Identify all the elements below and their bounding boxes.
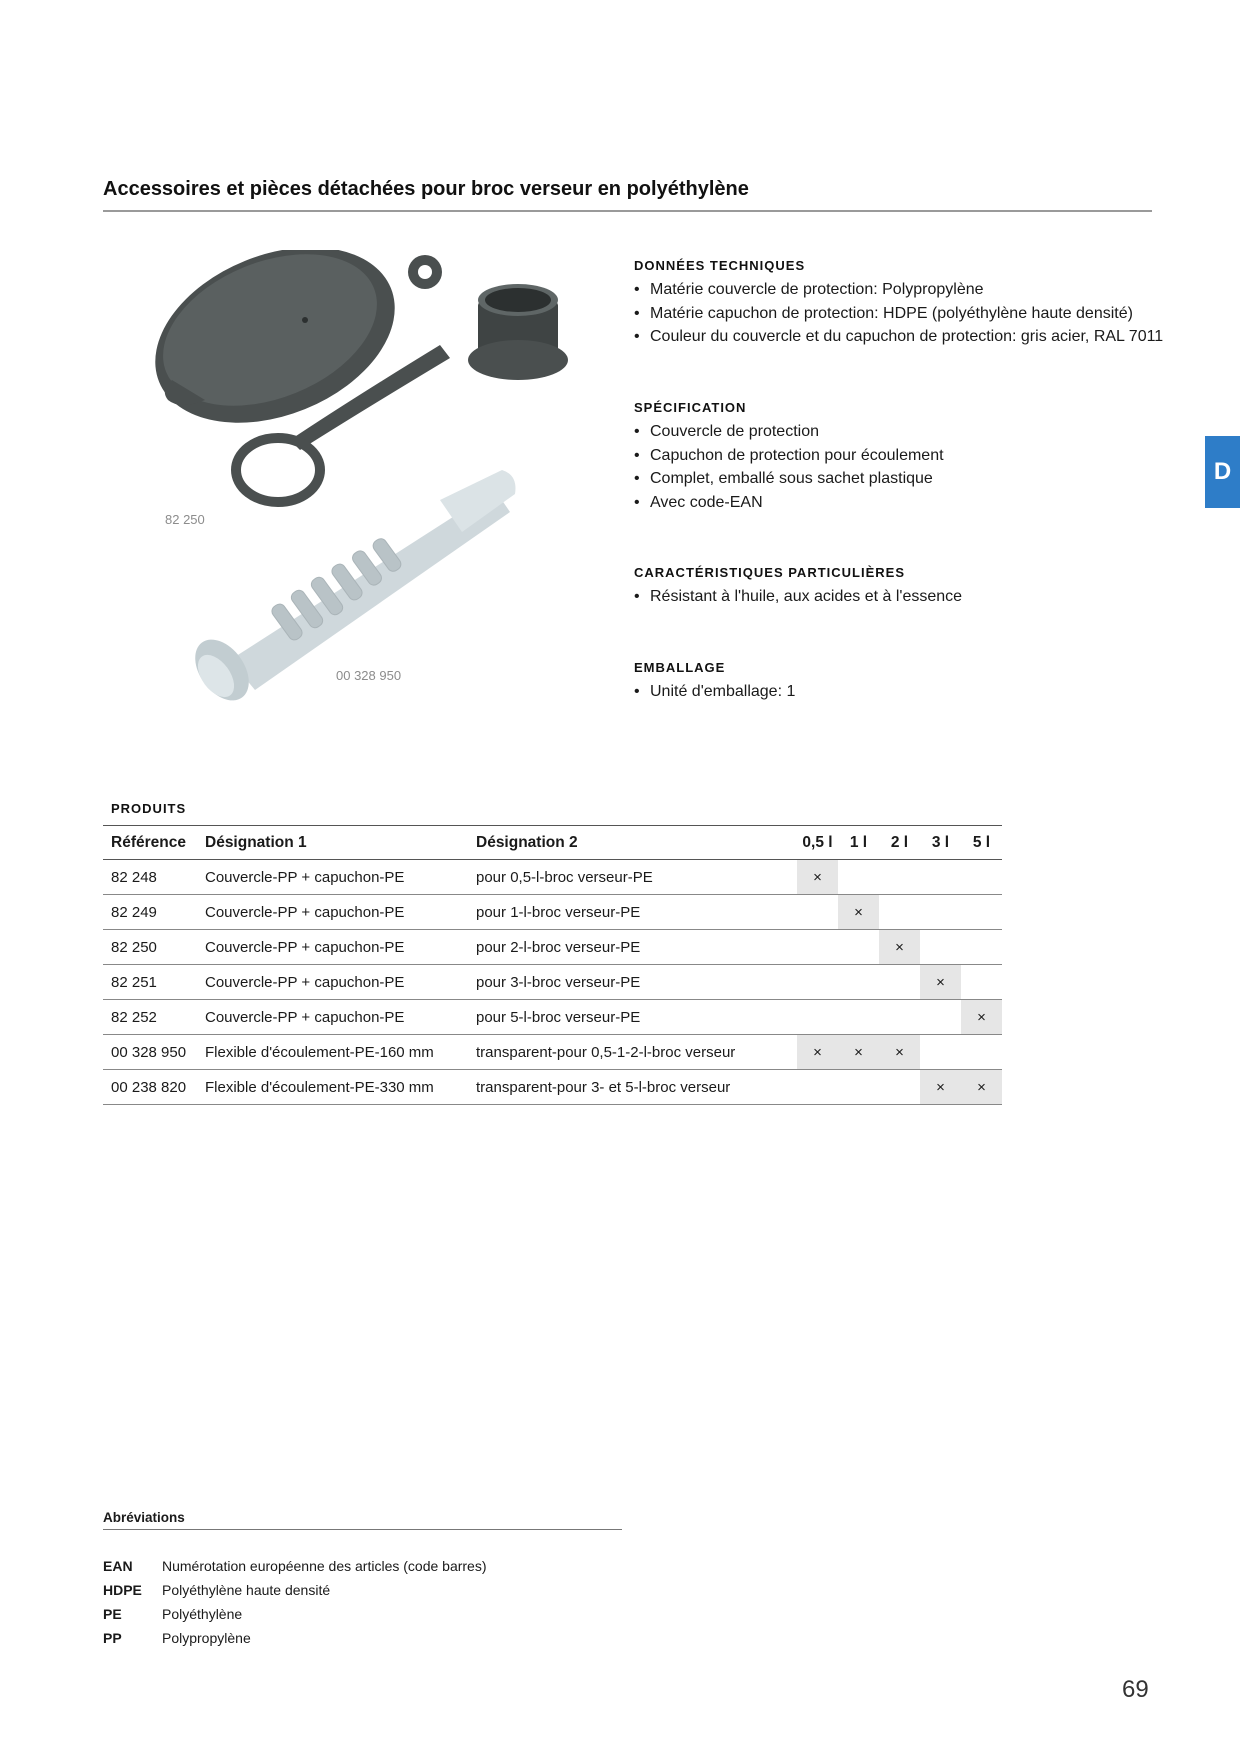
volume-empty-cell — [920, 860, 961, 895]
volume-empty-cell — [920, 895, 961, 930]
abbreviation-key: EAN — [103, 1558, 133, 1574]
abbreviation-row — [103, 1582, 330, 1598]
technical-data-section — [634, 258, 1163, 349]
table-header-row — [103, 826, 1002, 860]
list-item: • Complet, emballé sous sachet plastique — [634, 467, 944, 491]
volume-empty-cell — [879, 1070, 920, 1105]
abbreviations-divider — [103, 1529, 622, 1530]
column-header-1-l: 1 l — [838, 826, 879, 860]
volume-mark-cell: × — [879, 930, 920, 965]
specification-section — [634, 400, 944, 514]
products-table-body — [103, 860, 1002, 1105]
image-label-lid: 82 250 — [165, 512, 205, 527]
volume-mark-cell: × — [879, 1035, 920, 1070]
volume-empty-cell — [961, 1035, 1002, 1070]
volume-empty-cell — [961, 965, 1002, 1000]
reference-cell: 82 252 — [103, 1000, 197, 1035]
designation-2-cell: transparent-pour 0,5-1-2-l-broc verseur — [468, 1035, 797, 1070]
column-header-2-l: 2 l — [879, 826, 920, 860]
section-heading: SPÉCIFICATION — [634, 400, 747, 415]
volume-empty-cell — [797, 930, 838, 965]
abbreviation-row — [103, 1606, 242, 1622]
volume-mark-cell: × — [920, 1070, 961, 1105]
designation-1-cell: Couvercle-PP + capuchon-PE — [197, 895, 468, 930]
list-item: • Capuchon de protection pour écoulement — [634, 444, 944, 468]
volume-empty-cell — [961, 930, 1002, 965]
table-row — [103, 860, 1002, 895]
abbreviation-row — [103, 1558, 487, 1574]
abbreviations-title: Abréviations — [103, 1510, 185, 1525]
abbreviation-value: Polyéthylène haute densité — [162, 1582, 331, 1598]
list-item: • Couvercle de protection — [634, 420, 944, 444]
volume-empty-cell — [879, 895, 920, 930]
designation-1-cell: Couvercle-PP + capuchon-PE — [197, 965, 468, 1000]
abbreviation-key: PE — [103, 1606, 122, 1622]
abbreviation-value: Polypropylène — [162, 1630, 251, 1646]
abbreviation-key: HDPE — [103, 1582, 142, 1598]
section-tab[interactable]: D — [1205, 436, 1240, 508]
table-row — [103, 930, 1002, 965]
reference-cell: 82 248 — [103, 860, 197, 895]
designation-2-cell: pour 5-l-broc verseur-PE — [468, 1000, 797, 1035]
volume-empty-cell — [838, 1000, 879, 1035]
reference-cell: 82 251 — [103, 965, 197, 1000]
volume-empty-cell — [920, 1035, 961, 1070]
products-table — [103, 825, 1002, 1105]
volume-empty-cell — [797, 895, 838, 930]
abbreviation-value: Numérotation européenne des articles (code barres) — [162, 1558, 487, 1574]
column-header-reference: Référence — [103, 826, 197, 860]
volume-mark-cell: × — [838, 895, 879, 930]
list-item: • Résistant à l'huile, aux acides et à l'essence — [634, 585, 962, 609]
features-section — [634, 565, 962, 609]
volume-mark-cell: × — [961, 1070, 1002, 1105]
volume-empty-cell — [879, 1000, 920, 1035]
page-title: Accessoires et pièces détachées pour broc verseur en polyéthylène — [103, 178, 749, 200]
title-divider — [103, 210, 1152, 212]
designation-2-cell: transparent-pour 3- et 5-l-broc verseur — [468, 1070, 797, 1105]
list-item: • Matérie capuchon de protection: HDPE (polyéthylène haute densité) — [634, 302, 1163, 326]
page-number: 69 — [1122, 1676, 1149, 1703]
volume-empty-cell — [797, 965, 838, 1000]
list-item: • Couleur du couvercle et du capuchon de protection: gris acier, RAL 7011 — [634, 325, 1163, 349]
packaging-section — [634, 660, 795, 704]
list-item: • Unité d'emballage: 1 — [634, 680, 795, 704]
column-header-designation-2: Désignation 2 — [468, 826, 797, 860]
volume-empty-cell — [879, 860, 920, 895]
protective-lid-image — [150, 250, 442, 456]
column-header-3-l: 3 l — [920, 826, 961, 860]
volume-mark-cell: × — [797, 1035, 838, 1070]
image-label-spout: 00 328 950 — [336, 668, 402, 683]
volume-mark-cell: × — [961, 1000, 1002, 1035]
column-header-designation-1: Désignation 1 — [197, 826, 468, 860]
volume-empty-cell — [961, 860, 1002, 895]
volume-empty-cell — [879, 965, 920, 1000]
abbreviation-key: PP — [103, 1630, 122, 1646]
designation-1-cell: Couvercle-PP + capuchon-PE — [197, 1000, 468, 1035]
volume-empty-cell — [838, 965, 879, 1000]
table-row — [103, 1035, 1002, 1070]
abbreviation-value: Polyéthylène — [162, 1606, 243, 1622]
table-row — [103, 1070, 1002, 1105]
table-row — [103, 1000, 1002, 1035]
volume-empty-cell — [838, 1070, 879, 1105]
reference-cell: 00 328 950 — [103, 1035, 197, 1070]
reference-cell: 00 238 820 — [103, 1070, 197, 1105]
section-heading: CARACTÉRISTIQUES PARTICULIÈRES — [634, 565, 905, 580]
designation-1-cell: Couvercle-PP + capuchon-PE — [197, 930, 468, 965]
designation-2-cell: pour 0,5-l-broc verseur-PE — [468, 860, 797, 895]
designation-2-cell: pour 3-l-broc verseur-PE — [468, 965, 797, 1000]
designation-2-cell: pour 1-l-broc verseur-PE — [468, 895, 797, 930]
abbreviation-row — [103, 1630, 251, 1646]
column-header-0-5-l: 0,5 l — [797, 826, 838, 860]
designation-2-cell: pour 2-l-broc verseur-PE — [468, 930, 797, 965]
designation-1-cell: Flexible d'écoulement-PE-160 mm — [197, 1035, 468, 1070]
volume-empty-cell — [838, 930, 879, 965]
volume-empty-cell — [920, 1000, 961, 1035]
volume-mark-cell: × — [920, 965, 961, 1000]
volume-empty-cell — [797, 1070, 838, 1105]
table-row — [103, 895, 1002, 930]
designation-1-cell: Couvercle-PP + capuchon-PE — [197, 860, 468, 895]
volume-mark-cell: × — [838, 1035, 879, 1070]
volume-empty-cell — [838, 860, 879, 895]
designation-1-cell: Flexible d'écoulement-PE-330 mm — [197, 1070, 468, 1105]
column-header-5-l: 5 l — [961, 826, 1002, 860]
reference-cell: 82 249 — [103, 895, 197, 930]
list-item: • Avec code-EAN — [634, 491, 944, 515]
section-heading: DONNÉES TECHNIQUES — [634, 258, 806, 273]
volume-empty-cell — [920, 930, 961, 965]
products-heading: PRODUITS — [111, 801, 187, 816]
reference-cell: 82 250 — [103, 930, 197, 965]
product-illustration — [150, 250, 570, 720]
section-heading: EMBALLAGE — [634, 660, 726, 675]
list-item: • Matérie couvercle de protection: Polypropylène — [634, 278, 1163, 302]
volume-mark-cell: × — [797, 860, 838, 895]
volume-empty-cell — [961, 895, 1002, 930]
table-row — [103, 965, 1002, 1000]
volume-empty-cell — [797, 1000, 838, 1035]
